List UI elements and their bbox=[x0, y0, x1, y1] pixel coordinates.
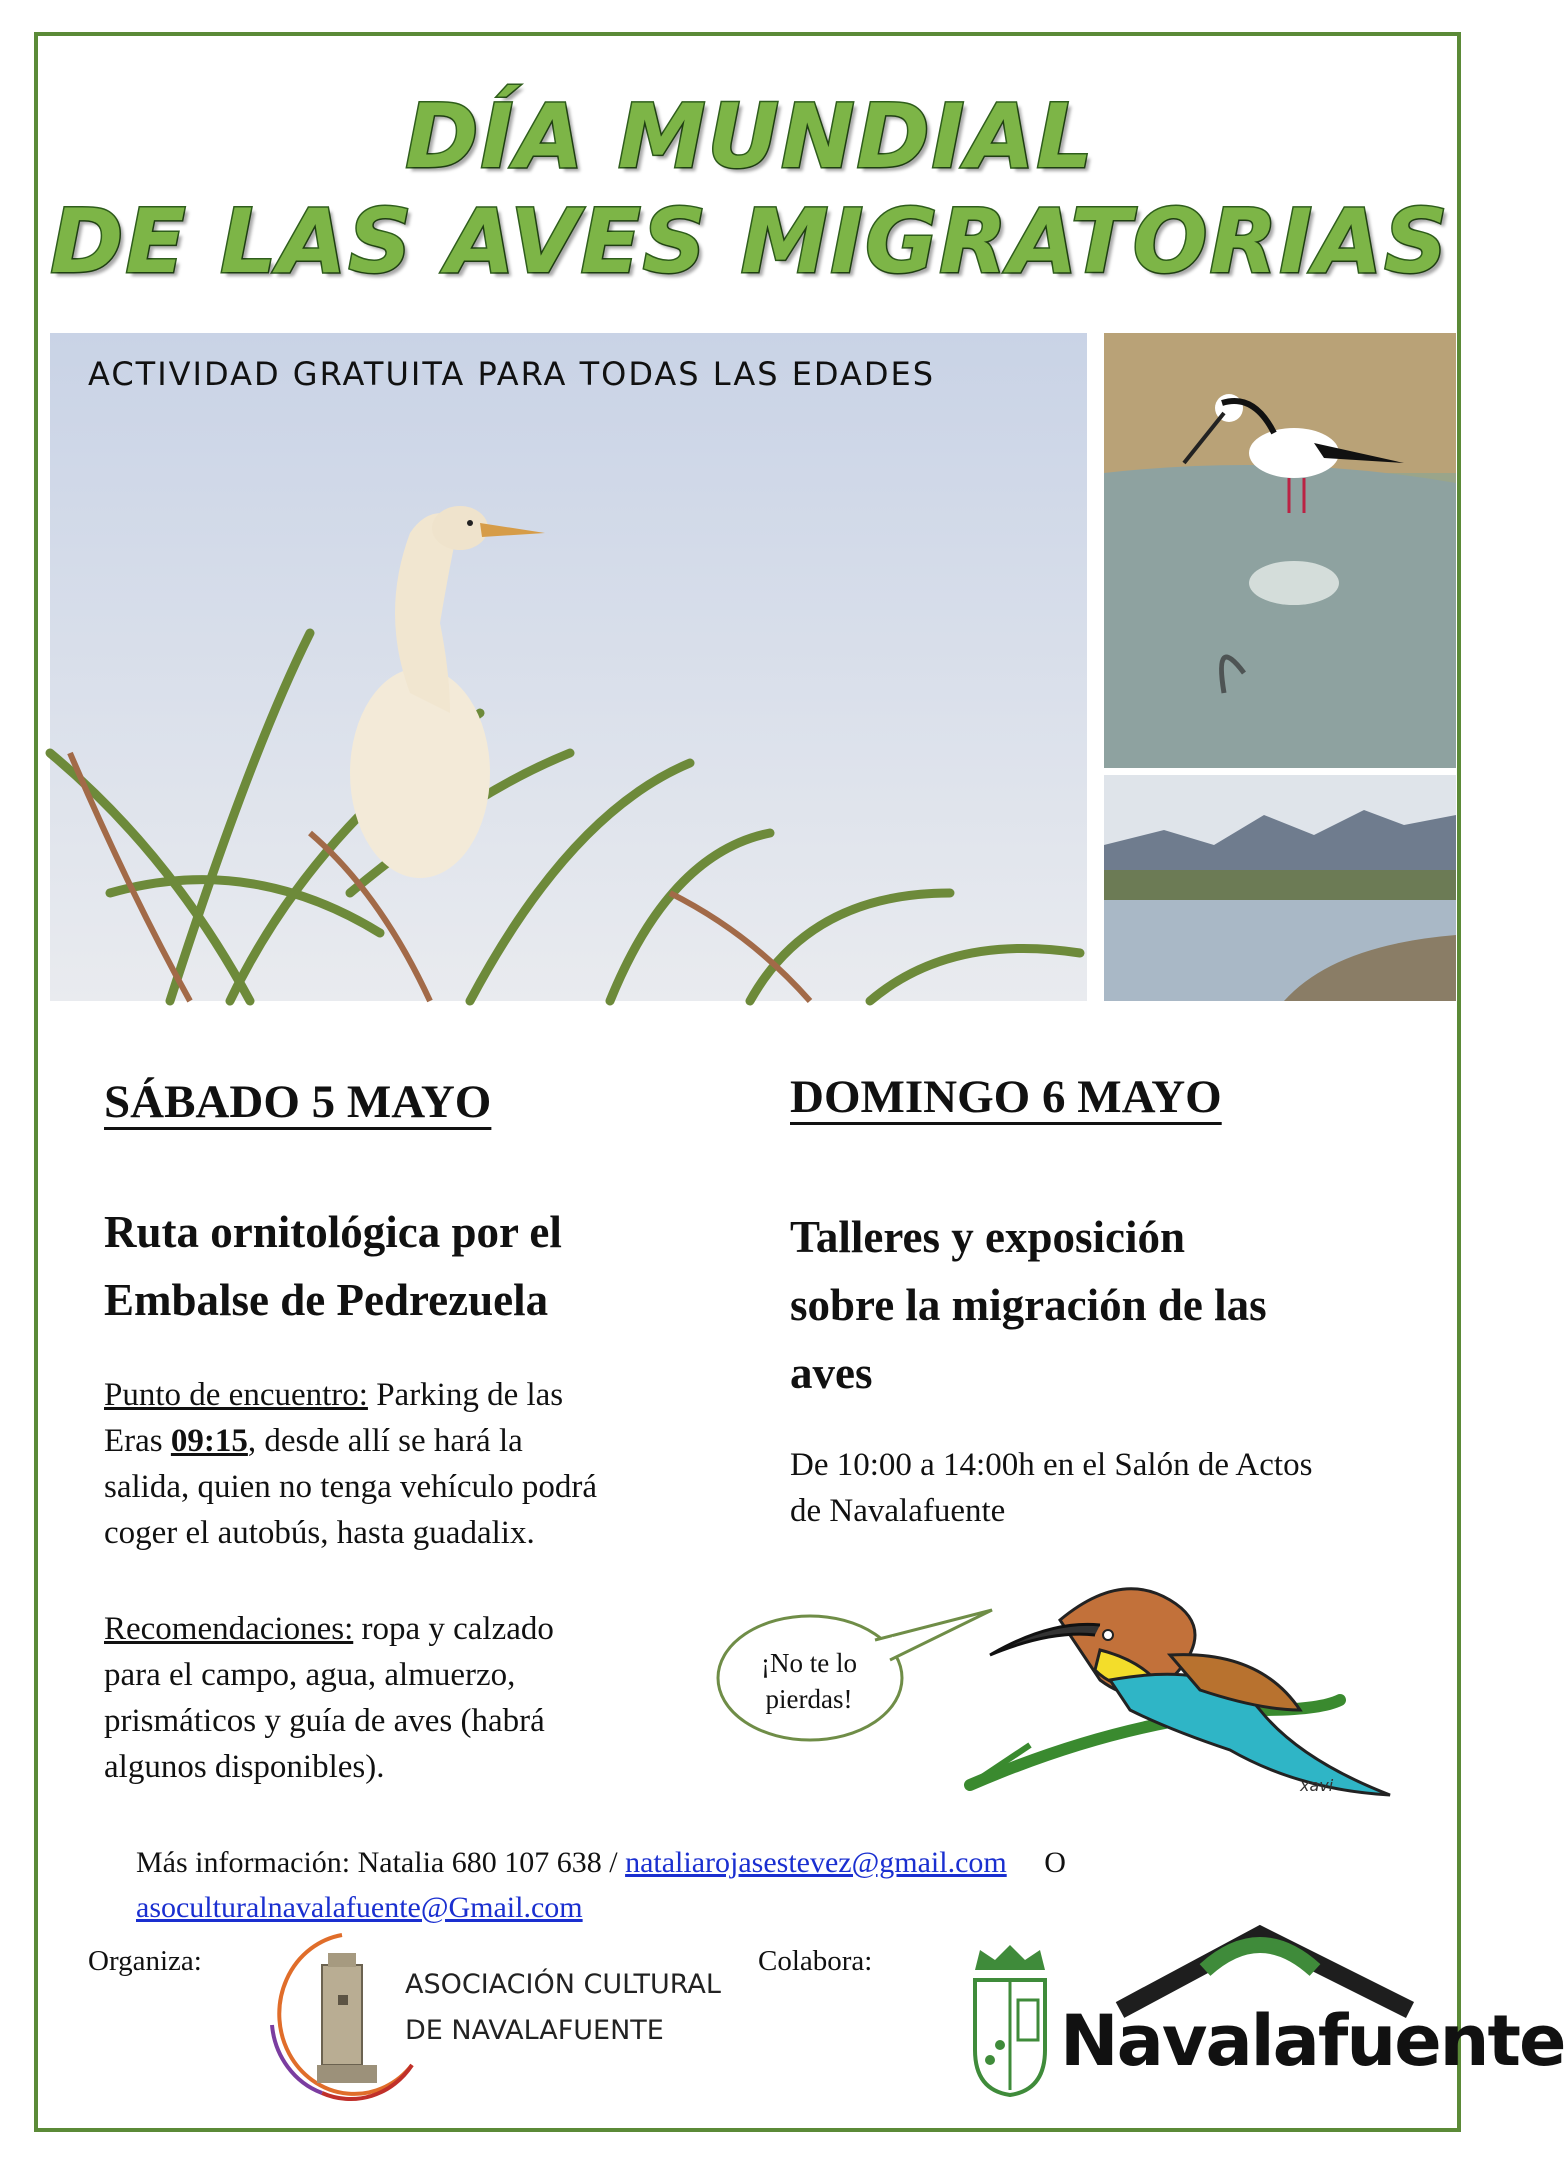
sunday-heading: DOMINGO 6 MAYO bbox=[790, 1071, 1222, 1123]
colabora-label: Colabora: bbox=[758, 1945, 873, 1977]
sunday-schedule-line-2: de Navalafuente bbox=[790, 1493, 1006, 1529]
contact-prefix: Más información: Natalia 680 107 638 / bbox=[136, 1846, 626, 1879]
saturday-activity-line-1: Ruta ornitológica por el bbox=[104, 1207, 562, 1257]
contact-info bbox=[136, 1840, 1336, 1930]
meeting-text-4: salida, quien no tenga vehículo podrá bbox=[104, 1469, 598, 1505]
contact-or: O bbox=[1044, 1846, 1066, 1879]
meeting-text-1: Parking de las bbox=[367, 1377, 564, 1413]
town-coat-of-arms bbox=[960, 1930, 1060, 2100]
email-link-association[interactable]: asoculturalnavalafuente@Gmail.com bbox=[136, 1891, 583, 1924]
free-activity-banner: ACTIVIDAD GRATUITA PARA TODAS LAS EDADES bbox=[88, 355, 936, 393]
saturday-heading: SÁBADO 5 MAYO bbox=[104, 1076, 492, 1128]
saturday-activity-line-2: Embalse de Pedrezuela bbox=[104, 1275, 549, 1325]
meeting-point-label: Punto de encuentro: bbox=[104, 1377, 368, 1413]
meeting-text-5: coger el autobús, hasta guadalix. bbox=[104, 1515, 535, 1551]
recommendations-label: Recomendaciones: bbox=[104, 1611, 354, 1647]
organiza-label: Organiza: bbox=[88, 1945, 202, 1977]
bubble-line-2: pierdas! bbox=[765, 1684, 853, 1714]
illustrator-signature: xavi bbox=[1300, 1776, 1334, 1795]
reservoir-photo bbox=[1104, 775, 1456, 1001]
rec-text-2: para el campo, agua, almuerzo, bbox=[104, 1657, 516, 1693]
egret-photo bbox=[50, 333, 1087, 1001]
meeting-text-3: , desde allí se hará la bbox=[247, 1423, 523, 1459]
sunday-activity-line-1: Talleres y exposición bbox=[790, 1212, 1186, 1262]
association-fountain-logo bbox=[262, 1925, 422, 2105]
title-line-1: DÍA MUNDIAL bbox=[405, 85, 1095, 188]
bubble-line-1: ¡No te lo bbox=[761, 1648, 857, 1678]
title-line-2: DE LAS AVES MIGRATORIAS bbox=[50, 190, 1450, 293]
rec-text-4: algunos disponibles). bbox=[104, 1749, 385, 1785]
association-name bbox=[405, 1962, 721, 2054]
meeting-point-paragraph bbox=[104, 1372, 704, 1556]
email-link-natalia[interactable]: nataliarojasestevez@gmail.com bbox=[625, 1846, 1007, 1879]
association-line-1: ASOCIACIÓN CULTURAL bbox=[405, 1969, 721, 2000]
recommendations-paragraph bbox=[104, 1606, 704, 1790]
meeting-text-2: Eras bbox=[104, 1423, 171, 1459]
rec-text-1: ropa y calzado bbox=[353, 1611, 554, 1647]
sunday-activity-line-3: aves bbox=[790, 1348, 873, 1398]
sunday-schedule-line-1: De 10:00 a 14:00h en el Salón de Actos bbox=[790, 1447, 1313, 1483]
sunday-activity-line-2: sobre la migración de las bbox=[790, 1280, 1267, 1330]
meeting-time: 09:15 bbox=[170, 1423, 248, 1459]
rec-text-3: prismáticos y guía de aves (habrá bbox=[104, 1703, 545, 1739]
association-line-2: DE NAVALAFUENTE bbox=[405, 2015, 664, 2046]
stilt-photo bbox=[1104, 333, 1456, 768]
speech-bubble-text bbox=[734, 1645, 884, 1717]
town-brand-name: Navalafuente bbox=[1060, 2000, 1564, 2082]
